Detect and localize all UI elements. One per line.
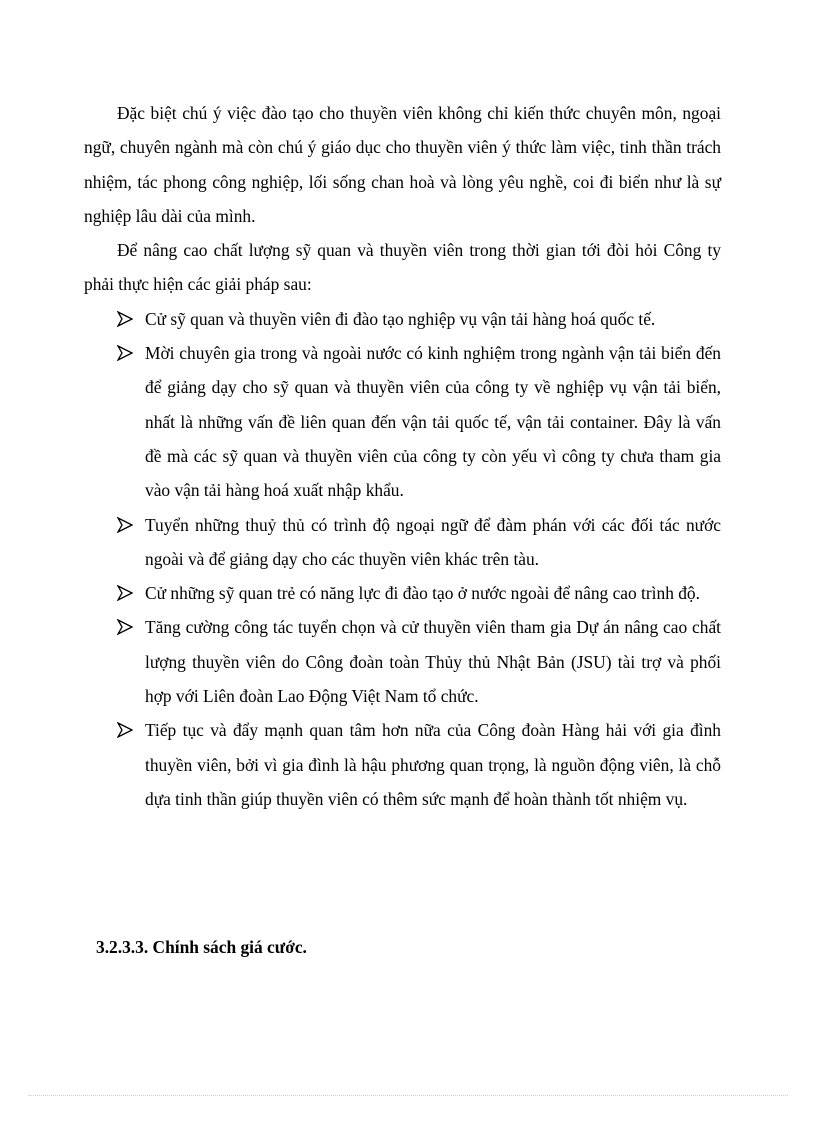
list-item-text: Tiếp tục và đẩy mạnh quan tâm hơn nữa của Công đoàn Hàng hải với gia đình thuyền viên, bởi vì gia đình là hậu phương quan trọng, là nguồn động viên, là chỗ dựa tinh thần giúp thuyền viên có thêm sức mạnh để hoàn thành tốt nhiệm vụ. [145, 720, 721, 809]
list-item [84, 336, 721, 507]
list-item [84, 302, 721, 336]
list-item-text: Tăng cường công tác tuyển chọn và cử thuyền viên tham gia Dự án nâng cao chất lượng thuyền viên do Công đoàn toàn Thủy thủ Nhật Bản (JSU) tài trợ và phối hợp với Liên đoàn Lao Động Việt Nam tổ chức. [145, 617, 721, 707]
list-item [84, 508, 721, 577]
body-text [84, 96, 721, 816]
arrow-bullet-icon [117, 585, 133, 601]
list-item-text: Mời chuyên gia trong và ngoài nước có kinh nghiệm trong ngành vận tải biển đến để giảng dạy cho sỹ quan và thuyền viên của công ty về nghiệp vụ vận tải biển, nhất là những vấn đề liên quan đến vận tải quốc tế, vận tải container. Đây là vấn đề mà các sỹ quan và thuyền viên của công ty còn yếu vì công ty chưa tham gia vào vận tải hàng hoá xuất nhập khẩu. [145, 343, 721, 501]
list-item [84, 610, 721, 713]
solutions-list [84, 302, 721, 816]
arrow-bullet-icon [117, 517, 133, 533]
arrow-bullet-icon [117, 345, 133, 361]
page-footer-divider [28, 1095, 788, 1096]
list-item-text: Cử những sỹ quan trẻ có năng lực đi đào tạo ở nước ngoài để nâng cao trình độ. [145, 583, 700, 604]
list-item-text: Tuyển những thuỷ thủ có trình độ ngoại ngữ để đàm phán với các đối tác nước ngoài và để giảng dạy cho các thuyền viên khác trên tàu. [145, 514, 721, 569]
arrow-bullet-icon [117, 619, 133, 635]
list-item [84, 576, 721, 610]
section-heading: 3.2.3.3. Chính sách giá cước. [96, 937, 307, 957]
arrow-bullet-icon [117, 311, 133, 327]
paragraph-solutions-intro: Để nâng cao chất lượng sỹ quan và thuyền viên trong thời gian tới đòi hỏi Công ty phải thực hiện các giải pháp sau: [84, 240, 721, 295]
list-item [84, 713, 721, 816]
paragraph-training: Đặc biệt chú ý việc đào tạo cho thuyền viên không chỉ kiến thức chuyên môn, ngoại ngữ, chuyên ngành mà còn chú ý giáo dục cho thuyền viên ý thức làm việc, tinh thần trách nhiệm, tác phong công nghiệp, lối sống chan hoà và lòng yêu nghề, coi đi biển như là sự nghiệp lâu dài của mình. [84, 103, 721, 226]
list-item-text: Cử sỹ quan và thuyền viên đi đào tạo nghiệp vụ vận tải hàng hoá quốc tế. [145, 308, 656, 329]
arrow-bullet-icon [117, 722, 133, 738]
